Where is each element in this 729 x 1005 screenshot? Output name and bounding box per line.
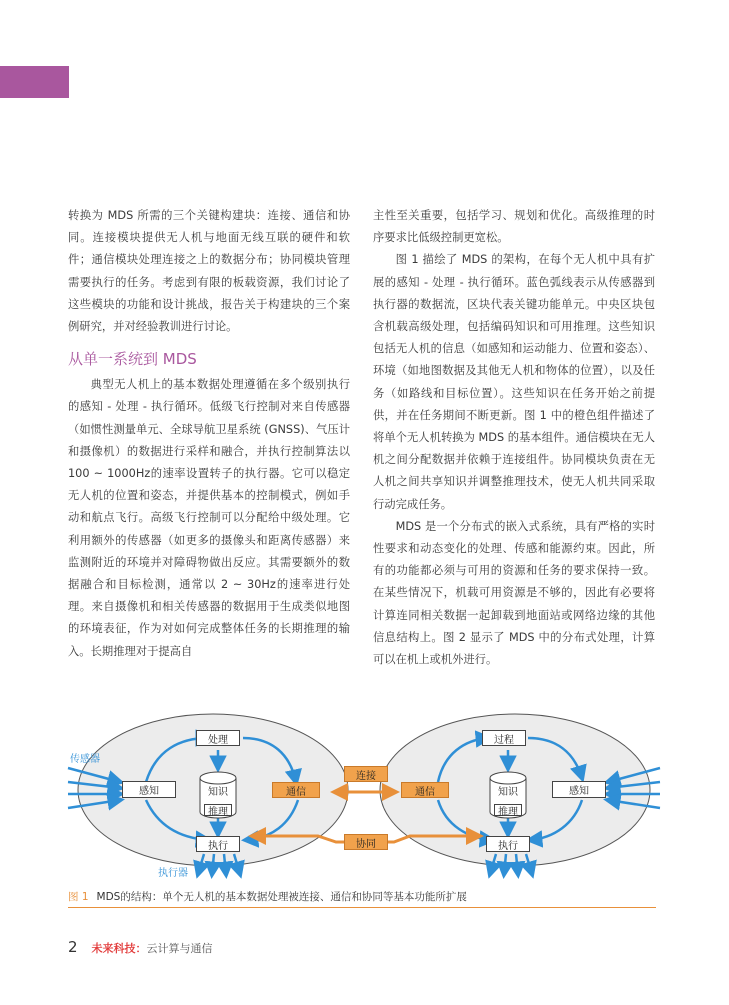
actuator-label: 执行器 (158, 868, 188, 879)
left-execute-box: 执行 (196, 836, 240, 852)
right-reasoning-box: 推理 (494, 804, 522, 816)
left-knowledge-label: 知识 (208, 786, 228, 798)
right-process-box: 过程 (482, 730, 526, 746)
caption-text: MDS的结构：单个无人机的基本数据处理被连接、通信和协同等基本功能所扩展 (96, 891, 467, 903)
left-comm-box: 通信 (272, 782, 320, 798)
right-paragraph-3: MDS 是一个分布式的嵌入式系统，具有严格的实时性要求和动态变化的处理、传感和能源约束。因此，所有的功能都必须与可用的资源和任务的要求保持一致。在某些情况下，机载可用资源是不够的，因此有必要将计算连同相关数据一起卸载到地面站或网络边缘的其他信息结构上。图 2 显示了 MDS 中的分布式处理，计算可以在机上或机外进行。 (373, 519, 655, 667)
left-paragraph-1: 转换为 MDS 所需的三个关键构建块：连接、通信和协同。连接模块提供无人机与地面无线互联的硬件和软件；通信模块处理连接之上的数据分布；协同模块管理需要执行的任务。考虑到有限的板载资源，我们讨论了这些模块的功能和设计挑战，报告关于构建块的三个案例研究，并对经验教训进行讨论。 (68, 209, 350, 334)
right-knowledge-label: 知识 (498, 786, 518, 798)
left-process-box: 处理 (196, 730, 240, 746)
right-paragraph-1: 主性至关重要，包括学习、规划和优化。高级推理的时序要求比低级控制更宽松。 (373, 209, 655, 245)
mds-architecture-figure (68, 708, 660, 910)
footer-brand: 未来科技： (91, 942, 147, 955)
coordinate-box: 协同 (344, 834, 388, 850)
chapter-tab (0, 66, 69, 98)
connect-box: 连接 (344, 766, 388, 782)
footer-subtitle: 云计算与通信 (146, 942, 213, 955)
section-title: 从单一系统到 MDS (68, 350, 197, 369)
page-number: 2 (68, 938, 78, 956)
page-footer (68, 938, 213, 956)
figure-graphics (68, 708, 660, 888)
right-comm-box: 通信 (401, 782, 449, 798)
right-paragraph-2: 图 1 描绘了 MDS 的架构，在每个无人机中具有扩展的感知 - 处理 - 执行循环。蓝色弧线表示从传感器到执行器的数据流，区块代表关键功能单元。中央区块包含机载高级处理，包括编码知识和可用推理。这些知识包括无人机的信息（如感知和运动能力、位置和姿态）、环境（如地图数据及其他无人机和物体的位置），以及任务（如路线和目标位置）。这些知识在任务开始之前提供，并在任务期间不断更新。图 1 中的橙色组件描述了将单个无人机转换为 MDS 的基本组件。通信模块在无人机之间分配数据并依赖于连接组件。协同模块负责在无人机之间共享知识并调整推理技术，使无人机共同采取行动完成任务。 (373, 253, 655, 511)
right-column (373, 205, 655, 671)
left-reasoning-box: 推理 (204, 804, 232, 816)
caption-number: 图 1 (68, 891, 89, 903)
sensor-label: 传感器 (70, 754, 100, 765)
left-column (68, 205, 350, 663)
right-execute-box: 执行 (486, 836, 530, 852)
left-sense-box: 感知 (122, 781, 176, 798)
left-paragraph-2: 典型无人机上的基本数据处理遵循在多个级别执行的感知 - 处理 - 执行循环。低级飞行控制对来自传感器（如惯性测量单元、全球导航卫星系统 (GNSS)、气压计和摄像机）的数据进行采样和融合，并执行控制算法以 100 ~ 1000Hz的速率设置转子的执行器。它可以稳定无人机的位置和姿态，并提供基本的控制模式，例如手动和航点飞行。高级飞行控制可以分配给中级处理。它利用额外的传感器（如更多的摄像头和距离传感器）来监测附近的环境并对障碍物做出反应。其需要额外的数据融合和目标检测，通常以 2 ~ 30Hz的速率进行处理。来自摄像机和相关传感器的数据用于生成类似地图的环境表征，作为对如何完成整体任务的长期推理的输入。长期推理对于提高自 (68, 378, 350, 658)
right-sense-box: 感知 (552, 781, 606, 798)
figure-caption (68, 889, 656, 908)
